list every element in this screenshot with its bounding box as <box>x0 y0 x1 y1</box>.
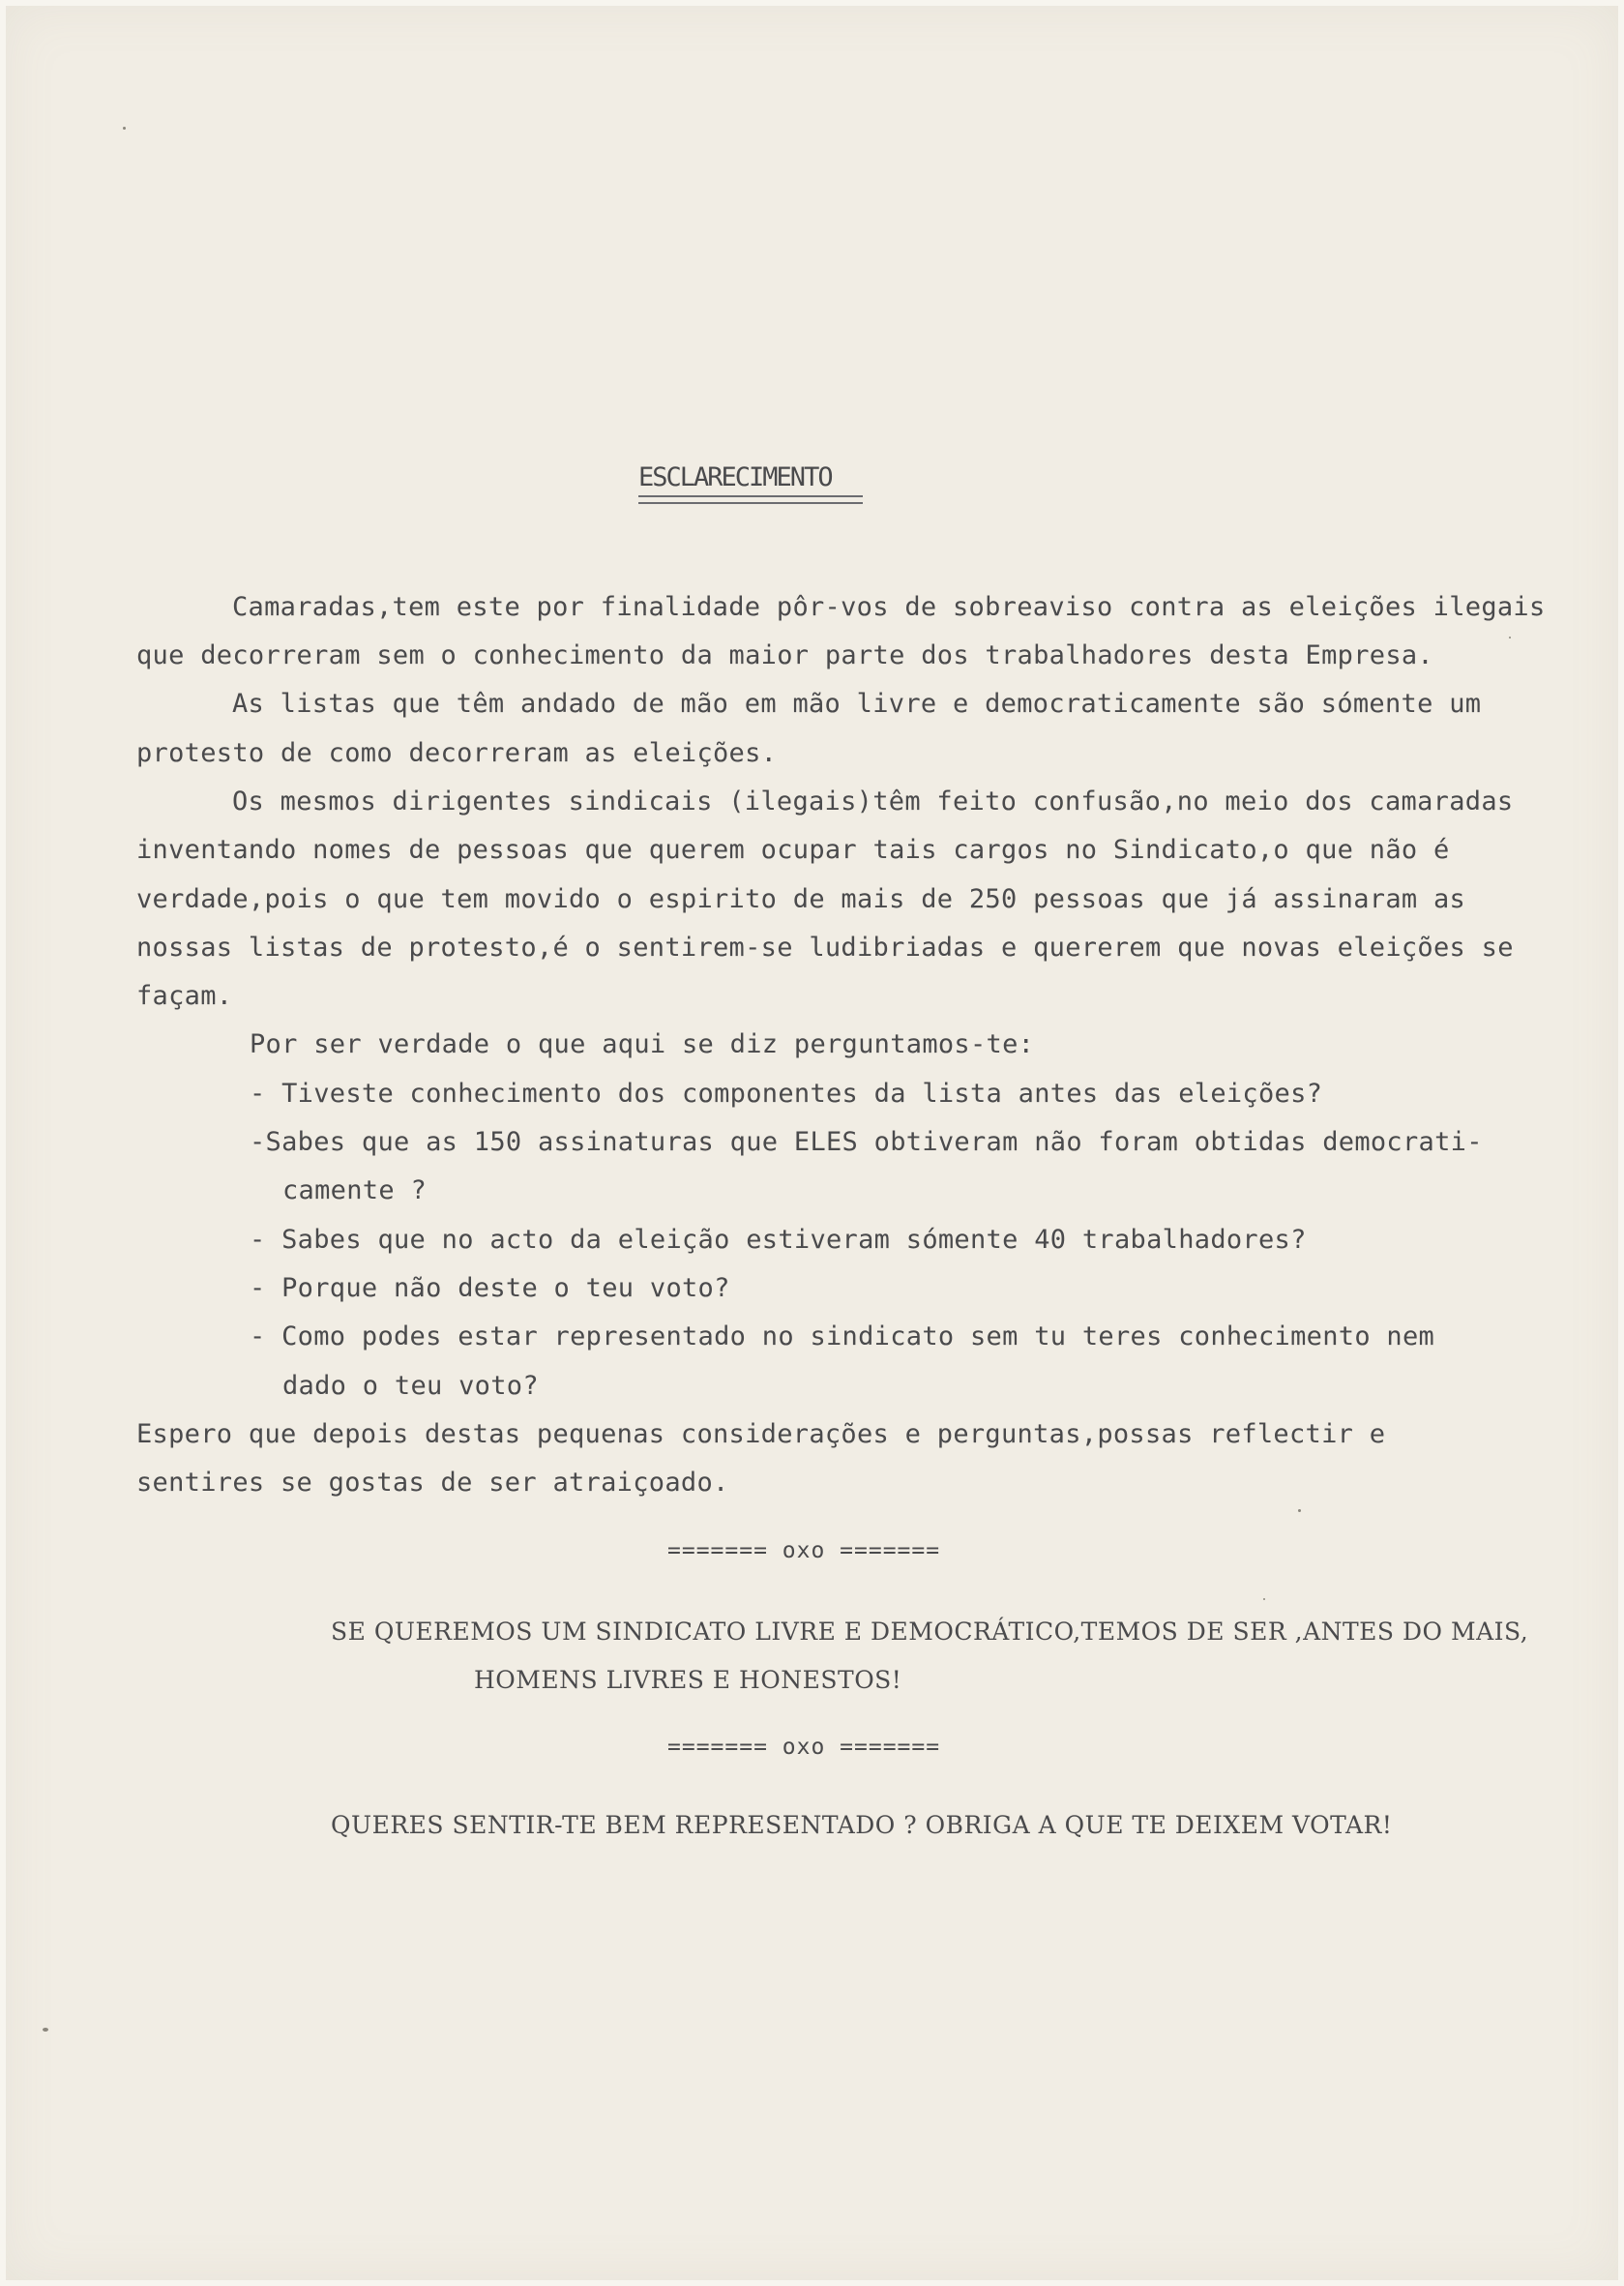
slogan-1-line-2: HOMENS LIVRES E HONESTOS! <box>474 1666 902 1694</box>
question-2: -Sabes que as 150 assinaturas que ELES obtiveram não foram obtidas democrati- <box>250 1127 1483 1157</box>
body-line-1: Camaradas,tem este por finalidade pôr-vos de sobreaviso contra as eleições ilegais <box>232 592 1546 622</box>
body-line-5: Os mesmos dirigentes sindicais (ilegais)têm feito confusão,no meio dos camaradas <box>232 787 1514 816</box>
body-line-9: façam. <box>136 981 233 1011</box>
body-line-4: protesto de como decorreram as eleições. <box>136 738 778 768</box>
body-line-8: nossas listas de protesto,é o sentirem-se ludibriadas e quererem que novas eleições se <box>136 933 1514 963</box>
closing-line-1: Espero que depois destas pequenas considerações e perguntas,possas reflectir e <box>136 1419 1386 1449</box>
slogan-2: QUERES SENTIR-TE BEM REPRESENTADO ? OBRIGA A QUE TE DEIXEM VOTAR! <box>331 1811 1393 1839</box>
paper-speck <box>123 127 126 130</box>
question-5: - Como podes estar representado no sindicato sem tu teres conhecimento nem <box>250 1321 1435 1351</box>
body-line-3: As listas que têm andado de mão em mão livre e democraticamente são sómente um <box>232 689 1482 719</box>
paper-speck <box>1263 1598 1265 1600</box>
separator-2: ======= oxo ======= <box>667 1735 941 1760</box>
paper-speck <box>43 2028 48 2032</box>
document-title: ESCLARECIMENTO <box>638 462 832 492</box>
body-line-6: inventando nomes de pessoas que querem ocupar tais cargos no Sindicato,o que não é <box>136 835 1450 865</box>
question-4: - Porque não deste o teu voto? <box>250 1273 730 1303</box>
question-intro: Por ser verdade o que aqui se diz perguntamos-te: <box>250 1029 1035 1059</box>
body-line-2: que decorreram sem o conhecimento da maior parte dos trabalhadores desta Empresa. <box>136 640 1433 670</box>
paper-speck <box>1509 637 1511 638</box>
separator-1: ======= oxo ======= <box>667 1538 941 1563</box>
question-3: - Sabes que no acto da eleição estiveram sómente 40 trabalhadores? <box>250 1225 1307 1255</box>
title-double-underline <box>638 495 863 504</box>
question-2-continuation: camente ? <box>282 1175 427 1205</box>
question-5-continuation: dado o teu voto? <box>282 1371 539 1401</box>
closing-line-2: sentires se gostas de ser atraiçoado. <box>136 1468 729 1498</box>
paper-speck <box>1298 1509 1301 1512</box>
body-line-7: verdade,pois o que tem movido o espirito de mais de 250 pessoas que já assinaram as <box>136 884 1466 914</box>
question-1: - Tiveste conhecimento dos componentes da lista antes das eleições? <box>250 1079 1323 1109</box>
slogan-1-line-1: SE QUEREMOS UM SINDICATO LIVRE E DEMOCRÁTICO,TEMOS DE SER ,ANTES DO MAIS, <box>331 1618 1529 1646</box>
